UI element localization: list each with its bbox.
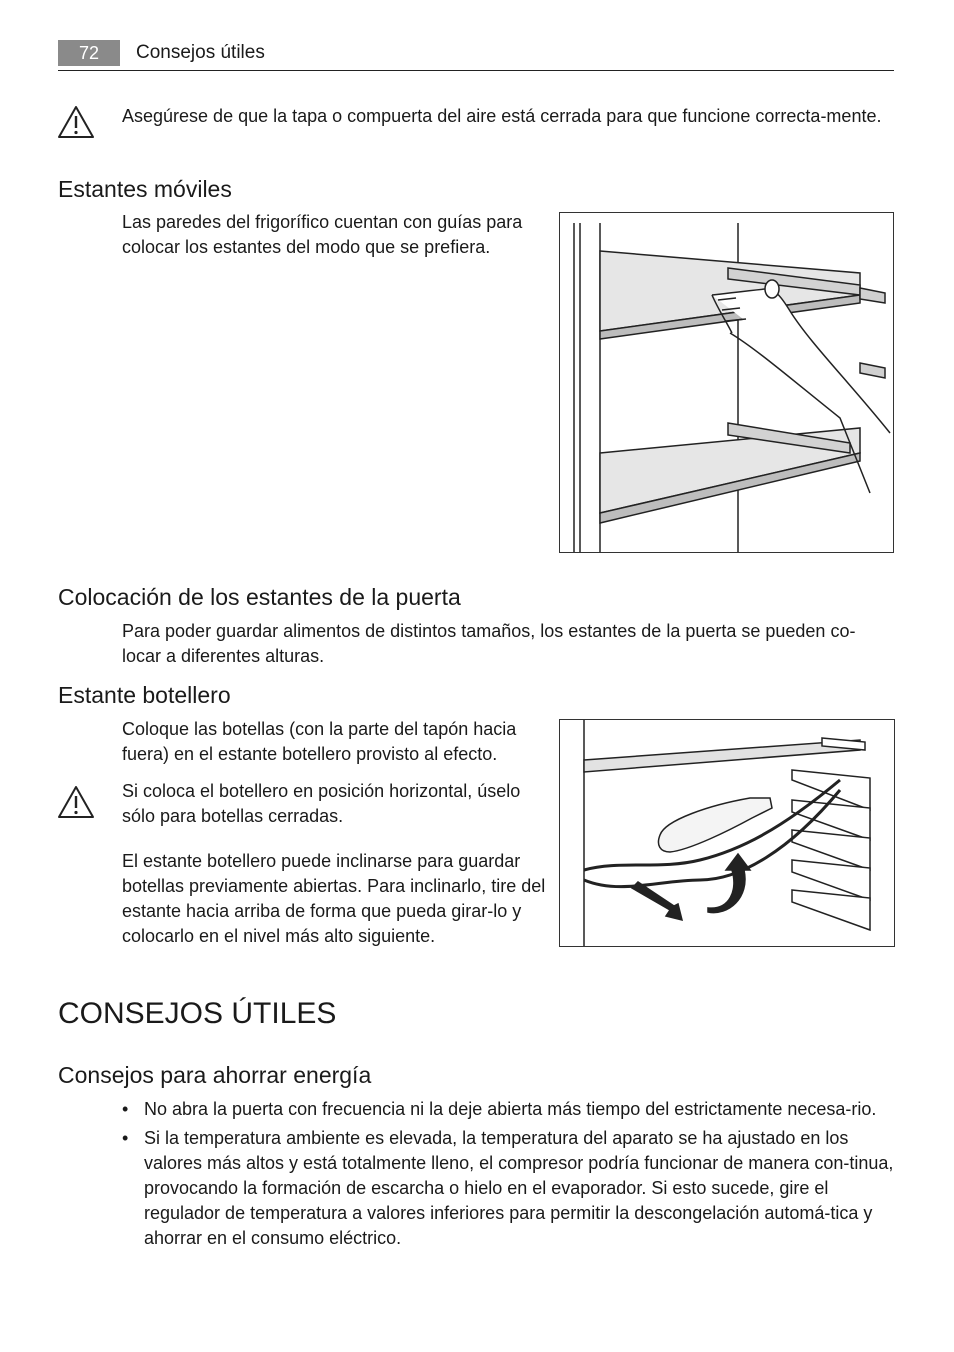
list-item-text: Si la temperatura ambiente es elevada, la temperatura del aparato se ha ajustado en los valores más altos y está totalmente lleno, el compresor podría funcionar de manera con-tinua, provocando la formación de escarcha o hielo en el evaporador. Si esto sucede, gire el regulador de temperatura a valores inferiores para permitir la descongelación automá-tica y ahorrar en el consumo eléctrico. <box>144 1128 894 1248</box>
list-item-text: No abra la puerta con frecuencia ni la deje abierta más tiempo del estrictamente necesa-rio. <box>144 1099 877 1119</box>
tips-section-title: CONSEJOS ÚTILES <box>58 997 337 1030</box>
bullet-icon: • <box>122 1099 129 1119</box>
movable-shelves-illustration <box>559 212 894 553</box>
running-header: Consejos útiles <box>136 42 265 63</box>
warning-triangle-icon <box>56 784 96 820</box>
bottle-rack-illustration <box>559 719 895 947</box>
door-shelves-text: Para poder guardar alimentos de distintos tamaños, los estantes de la puerta se pueden co-locar a diferentes alturas. <box>122 621 856 666</box>
header-divider <box>58 70 894 71</box>
shelf-hand-drawing <box>560 213 893 552</box>
bottle-rack-text: Coloque las botellas (con la parte del tapón hacia fuera) en el estante botellero provisto al efecto. <box>122 719 517 764</box>
list-item <box>122 1126 894 1251</box>
bottle-rack-tilt-text: El estante botellero puede inclinarse para guardar botellas previamente abiertas. Para inclinarlo, tire del estante hacia arriba de forma que pueda girar-lo y colocarlo en el nivel más alto siguiente. <box>122 851 546 946</box>
energy-tips-list <box>122 1097 894 1255</box>
movable-shelves-heading: Estantes móviles <box>58 176 232 202</box>
air-flap-warning-text: Asegúrese de que la tapa o compuerta del aire está cerrada para que funcione correcta-mente. <box>122 106 882 126</box>
energy-saving-heading: Consejos para ahorrar energía <box>58 1062 372 1088</box>
page-number: 72 <box>58 40 120 66</box>
bottle-rack-warning-text: Si coloca el botellero en posición horizontal, úselo sólo para botellas cerradas. <box>122 781 521 826</box>
warning-triangle-icon <box>56 104 96 140</box>
bullet-icon: • <box>122 1128 129 1148</box>
bottle-rack-drawing <box>560 720 894 946</box>
list-item <box>122 1097 894 1122</box>
door-shelves-heading: Colocación de los estantes de la puerta <box>58 584 461 610</box>
bottle-rack-heading: Estante botellero <box>58 682 231 708</box>
movable-shelves-text: Las paredes del frigorífico cuentan con guías para colocar los estantes del modo que se prefiera. <box>122 212 523 257</box>
